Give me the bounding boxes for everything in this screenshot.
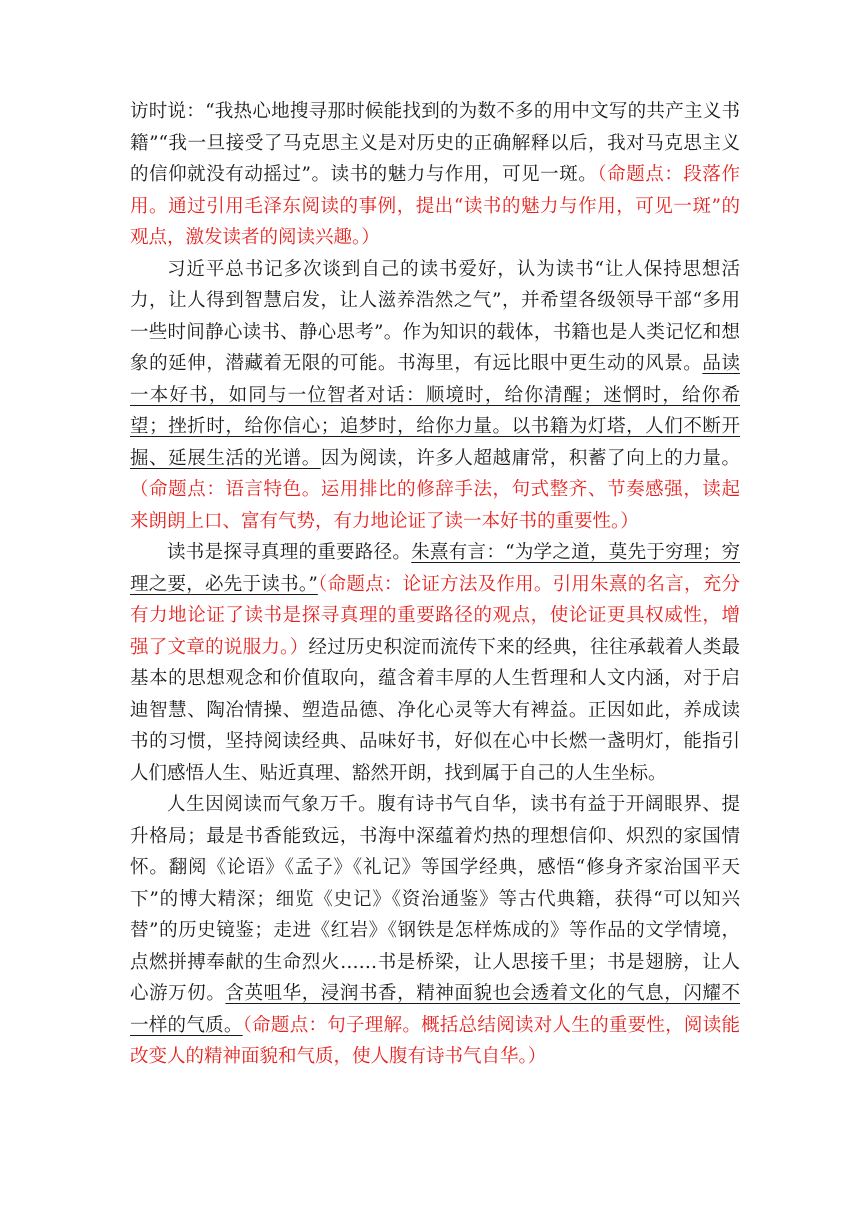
- underlined-sentence: 含英咀华，浸润书香，精神面貌也会透着文化的气息，闪耀不一样的气质。: [130, 983, 740, 1036]
- underlined-sentence: 朱熹有言：“为学之道，莫先于穷理；穷理之要，必先于读书。”: [130, 542, 740, 595]
- document-page: [130, 96, 740, 1073]
- annotation-note: （命题点：段落作用。通过引用毛泽东阅读的事例，提出“读书的魅力与作用，可见一斑”的观点，激发读者的阅读兴趣。）: [130, 164, 740, 248]
- annotation-note: （命题点：论证方法及作用。引用朱熹的名言，充分有力地论证了读书是探寻真理的重要路径的观点，使论证更具权威性，增强了文章的说服力。）: [130, 573, 740, 658]
- paragraph-3: [130, 537, 740, 789]
- paragraph-2: [130, 254, 740, 538]
- paragraph-1: [130, 96, 740, 254]
- underlined-sentence: 品读一本好书，如同与一位智者对话：顺境时，给你清醒；迷惘时，给你希望；挫折时，给你信心；追梦时，给你力量。以书籍为灯塔，人们不断开掘、延展生活的光谱。: [130, 353, 740, 469]
- annotation-note: （命题点：语言特色。运用排比的修辞手法，句式整齐、节奏感强，读起来朗朗上口、富有气势，有力地论证了读一本好书的重要性。）: [130, 479, 740, 532]
- body-text: 习近平总书记多次谈到自己的读书爱好，认为读书“让人保持思想活力，让人得到智慧启发，让人滋养浩然之气”，并希望各级领导干部“多用一些时间静心读书、静心思考”。作为知识的载体，书籍也是人类记忆和想象的延伸，潜藏着无限的可能。书海里，有远比眼中更生动的风景。: [130, 258, 740, 374]
- body-text: 访时说：“我热心地搜寻那时候能找到的为数不多的用中文写的共产主义书籍”“我一旦接受了马克思主义是对历史的正确解释以后，我对马克思主义的信仰就没有动摇过”。读书的魅力与作用，可见一斑。: [130, 101, 740, 185]
- body-text: 经过历史积淀而流传下来的经典，往往承载着人类最基本的思想观念和价值取向，蕴含着丰厚的人生哲理和人文内涵，对于启迪智慧、陶冶情操、塑造品德、净化心灵等大有裨益。正因如此，养成读书的习惯，坚持阅读经典、品味好书，好似在心中长燃一盏明灯，能指引人们感悟人生、贴近真理、豁然开朗，找到属于自己的人生坐标。: [130, 636, 740, 784]
- paragraph-4: [130, 789, 740, 1073]
- body-text: 人生因阅读而气象万千。腹有诗书气自华，读书有益于开阔眼界、提升格局；最是书香能致远，书海中深蕴着灼热的理想信仰、炽烈的家国情怀。翻阅《论语》《孟子》《礼记》等国学经典，感悟“修身齐家治国平天下”的博大精深；细览《史记》《资治通鉴》等古代典籍，获得“可以知兴替”的历史镜鉴；走进《红岩》《钢铁是怎样炼成的》等作品的文学情境，点燃拼搏奉献的生命烈火……书是桥梁，让人思接千里；书是翅膀，让人心游万仞。: [130, 794, 740, 1004]
- body-text: 读书是探寻真理的重要路径。: [167, 542, 412, 563]
- body-text: 因为阅读，许多人超越庸常，积蓄了向上的力量。: [320, 447, 740, 469]
- annotation-note: （命题点：句子理解。概括总结阅读对人生的重要性，阅读能改变人的精神面貌和气质，使人腹有诗书气自华。）: [130, 1014, 740, 1067]
